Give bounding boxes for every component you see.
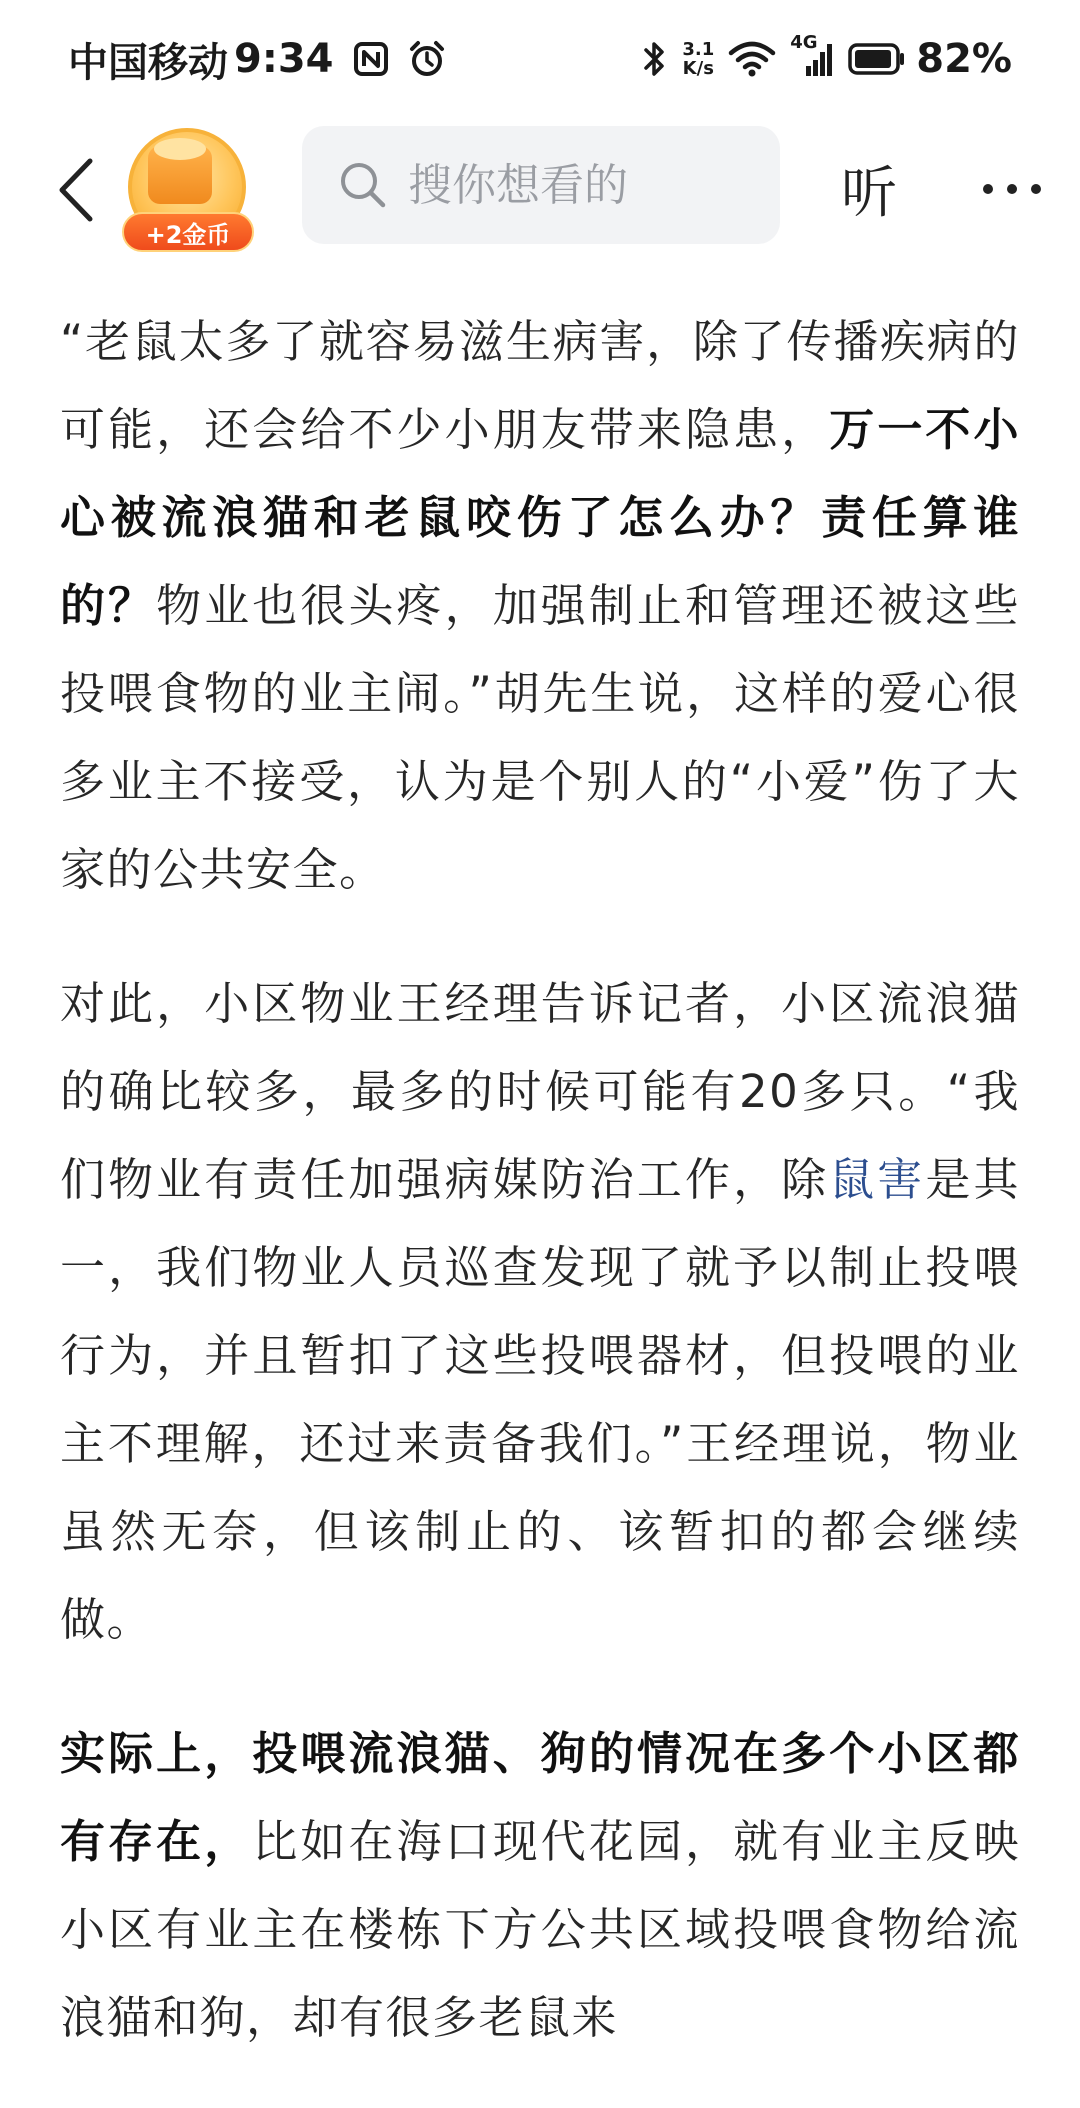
more-options-button[interactable] <box>964 146 1060 232</box>
search-bar[interactable] <box>302 126 780 244</box>
listen-button[interactable]: 听 <box>841 161 897 226</box>
battery-icon <box>848 42 906 76</box>
paragraph-2-text-a: 对此，小区物业王经理告诉记者，小区流浪猫的确比较多，最多的时候可能有20多只。“我们物业有责任加强病媒防治工作，除 <box>60 977 1020 1206</box>
network-type-label: 4G <box>790 32 818 53</box>
paragraph-3-bold: 实际上，投喂流浪猫、狗的情况在多个小区都有存在， <box>60 1727 1020 1868</box>
network-speed-unit: K/s <box>682 58 714 79</box>
bluetooth-icon <box>642 39 668 79</box>
cellular-signal-icon <box>790 32 834 78</box>
chest-lid <box>154 138 206 160</box>
back-button[interactable] <box>46 152 106 228</box>
paragraph-2-text-b: 是其一，我们物业人员巡查发现了就予以制止投喂行为，并且暂扣了这些投喂器材，但投喂的业主不理解，还过来责备我们。”王经理说，物业虽然无奈，但该制止的、该暂扣的都会继续做。 <box>60 1153 1020 1646</box>
article-body <box>60 298 1020 2108</box>
paragraph-1 <box>60 298 1020 914</box>
paragraph-3-text: 比如在海口现代花园，就有业主反映小区有业主在楼栋下方公共区域投喂食物给流浪猫和狗，却有很多老鼠来 <box>60 1815 1020 2044</box>
battery-percent: 82% <box>916 36 1012 82</box>
paragraph-3 <box>60 1710 1020 2062</box>
carrier-name: 中国移动 <box>68 39 228 86</box>
paragraph-1-bold: 万一不小心被流浪猫和老鼠咬伤了怎么办？责任算谁的？ <box>60 403 1020 632</box>
keyword-link-rat-damage[interactable]: 鼠害 <box>829 1153 926 1206</box>
status-bar <box>0 0 1080 118</box>
alarm-icon <box>408 40 446 78</box>
paragraph-2 <box>60 960 1020 1664</box>
status-left <box>68 31 452 88</box>
top-nav-bar <box>0 118 1080 260</box>
clock-time: 9:34 <box>234 36 334 82</box>
paragraph-1-text-b: 物业也很头疼，加强制止和管理还被这些投喂食物的业主闹。”胡先生说，这样的爱心很多业主不接受，认为是个别人的“小爱”伤了大家的公共安全。 <box>60 579 1020 896</box>
search-icon <box>338 160 388 210</box>
network-speed-value: 3.1 <box>682 39 715 60</box>
paragraph-1-text-a: “老鼠太多了就容易滋生病害，除了传播疾病的可能，还会给不少小朋友带来隐患， <box>60 315 1020 456</box>
chevron-left-icon <box>56 157 96 223</box>
coin-reward-badge: +2金币 <box>122 212 254 252</box>
status-right <box>628 32 1012 82</box>
coin-reward-widget[interactable] <box>122 128 254 252</box>
nfc-icon <box>354 42 388 76</box>
network-speed <box>682 40 714 78</box>
more-dots-icon <box>981 182 1043 196</box>
wifi-icon <box>728 41 776 77</box>
search-input[interactable] <box>408 160 748 211</box>
